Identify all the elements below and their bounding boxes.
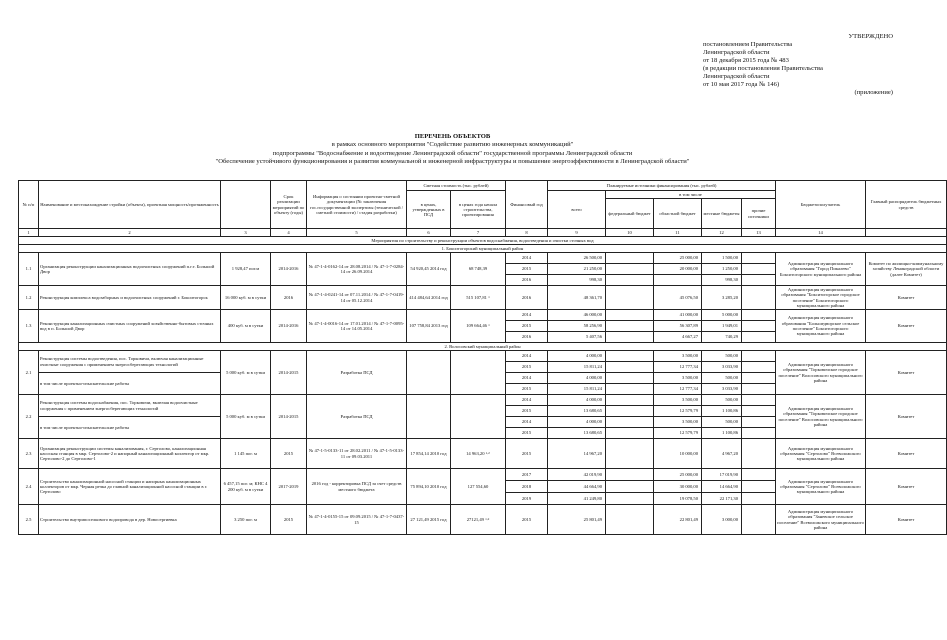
row-power: 5 000 куб. м в сутки (221, 351, 271, 395)
row-name: Строительство канализационной насосной станции и напорных канализационных коллекторов от мкр. Черная речка до главной канализационной насосной станции в г. Сертолово (39, 469, 221, 505)
row-power: 400 куб. м в сутки (221, 310, 271, 343)
row-local: 500,00 (702, 395, 742, 406)
document-subtitle: подпрограммы "Водоснабжение и водоотведение Ленинградской области" государственной программы Ленинградской области (272, 149, 633, 157)
row-year: 2015 (506, 264, 548, 275)
header-power (221, 181, 271, 229)
row-reg: 3 500,00 (654, 373, 702, 384)
row-manager: Комитет (866, 286, 947, 310)
footnote-mark: 1,2 (485, 450, 490, 455)
row-num: 1.1 (19, 253, 39, 286)
header-other: прочие источники (742, 199, 776, 229)
row-num: 2.2 (19, 395, 39, 439)
row-total: 998,30 (548, 275, 606, 286)
table-row (19, 351, 947, 362)
header-manager: Главный распорядитель бюджетных средств (866, 181, 947, 229)
col-number (866, 229, 947, 237)
row-local: 5 000,00 (702, 310, 742, 321)
row-year: 2014 (506, 395, 548, 406)
row-other (742, 332, 776, 343)
row-num: 2.1 (19, 351, 39, 395)
row-local: 998,30 (702, 275, 742, 286)
row-fed (606, 505, 654, 535)
header-numbers-row (19, 229, 947, 237)
row-total: 25 801,49 (548, 505, 606, 535)
row-fed (606, 428, 654, 439)
district-heading: 1. Бокситогорский муниципальный район (19, 245, 947, 253)
row-cost-psd: 75 894,10 2010 год (407, 469, 451, 505)
row-reg: 30 000,00 (654, 481, 702, 493)
row-subtitle: в том числе проектно-изыскательские работы (39, 417, 221, 439)
row-name: Реконструкция канализационных очистных сооружений хозяйственно-бытовых сточных вод в п. Большой Двор (39, 310, 221, 343)
row-docs: № 47-1-4-0155-15 от 09.09.2015 / № 47-1-7-0437-15 (307, 505, 407, 535)
row-reg: 22 801,49 (654, 505, 702, 535)
col-number: 10 (606, 229, 654, 237)
row-total: 13 680,65 (548, 406, 606, 417)
row-reg: 25 000,00 (654, 469, 702, 481)
row-reg: 3 500,00 (654, 395, 702, 406)
approval-line: постановлением Правительства (703, 41, 793, 48)
col-number: 7 (451, 229, 506, 237)
row-cost-start: 109 664,46 $^1$ (451, 310, 506, 343)
row-fed (606, 332, 654, 343)
row-other (742, 264, 776, 275)
col-number: 13 (742, 229, 776, 237)
row-term: 2014-2016 (271, 253, 307, 286)
row-local: 1 100,86 (702, 406, 742, 417)
row-total: 44 664,90 (548, 481, 606, 493)
section-heading: Мероприятия по строительству и реконструкции объектов водоснабжения, водоотведения и очистки сточных вод (19, 237, 947, 245)
row-year: 2016 (506, 332, 548, 343)
row-cost-psd: 107 758,84 2013 год (407, 310, 451, 343)
row-recipient: Администрация муниципального образования "Торковичское городское поселение" Волосовского муниципального района (776, 395, 866, 439)
table-row (19, 469, 947, 481)
row-reg: 10 000,00 (654, 439, 702, 469)
row-cost-start (451, 351, 506, 395)
row-local: 17 019,90 (702, 469, 742, 481)
row-subtitle: в том числе проектно-изыскательские работы (39, 373, 221, 395)
row-docs: № 47-1-4-0241-14 от 07.11.2014 / № 47-1-7-0419-14 от 05.12.2014 (307, 286, 407, 310)
objects-table (18, 180, 947, 535)
row-recipient: Администрация муниципального образования "Заневское сельское поселение" Всеволожского муниципального района (776, 505, 866, 535)
row-fed (606, 469, 654, 481)
row-fed (606, 481, 654, 493)
table-row (19, 286, 947, 310)
row-local: 1 500,00 (702, 253, 742, 264)
row-reg: 20 000,00 (654, 264, 702, 275)
row-reg: 12 777,34 (654, 384, 702, 395)
header-term: Срок реализации мероприятий по объекту (годы) (271, 181, 307, 229)
row-power: 1 145 пог. м (221, 439, 271, 469)
row-cost-psd (407, 351, 451, 395)
row-fed (606, 373, 654, 384)
row-num: 1.2 (19, 286, 39, 310)
row-reg: 12 579,79 (654, 406, 702, 417)
row-other (742, 395, 776, 406)
row-total: 4 000,00 (548, 417, 606, 428)
row-reg: 3 500,00 (654, 351, 702, 362)
header-sources: Планируемые источники финансирования (тыс. рублей) (548, 181, 776, 191)
row-recipient: Администрация муниципального образования "Большедворское сельское поселение" Бокситогорского муниципального района (776, 310, 866, 343)
row-manager: Комитет (866, 469, 947, 505)
table-row (19, 439, 947, 469)
row-name: Реконструкция системы водоотведения, пос. Торковичи, включая канализационные очистные сооружения с применением энергосберегающих технологий (39, 351, 221, 373)
document-title: ПЕРЕЧЕНЬ ОБЪЕКТОВ (414, 133, 491, 140)
footnote-mark: 1,2 (485, 516, 490, 521)
header-local: местные бюджеты (702, 199, 742, 229)
row-local: 3 033,90 (702, 384, 742, 395)
row-num: 2.4 (19, 469, 39, 505)
row-manager: Комитет (866, 439, 947, 469)
row-cost-start: 27121,49 $^{1,2}$ (451, 505, 506, 535)
row-cost-psd: 54 920,45 2014 год (407, 253, 451, 286)
row-docs: Разработка ПСД (307, 395, 407, 439)
approval-line: (в редакции постановления Правительства (703, 65, 823, 72)
row-power: 1 928,47 пог.м (221, 253, 271, 286)
row-total: 14 967,20 (548, 439, 606, 469)
document-titles (0, 133, 905, 167)
col-number: 8 (506, 229, 548, 237)
row-local: 3 033,90 (702, 362, 742, 373)
row-fed (606, 286, 654, 310)
row-reg: 12 579,79 (654, 428, 702, 439)
row-fed (606, 395, 654, 406)
row-recipient: Администрация муниципального образования "Сертолово" Всеволожского муниципального района (776, 469, 866, 505)
header-name: Наименование и местонахождение стройки (объекта), проектная мощность/протяженность (39, 181, 221, 229)
row-other (742, 253, 776, 264)
approval-line: Ленинградской области (703, 73, 770, 80)
header-num: № п/п (19, 181, 39, 229)
approval-line: Ленинградской области (703, 49, 770, 56)
row-cost-start: 68 748,39 (451, 253, 506, 286)
row-manager: Комитет (866, 505, 947, 535)
document-subtitle: "Обеспечение устойчивого функционирования и развития коммунальной и инженерной инфраструктуры и повышение энергоэффективности в Ленинградской области" (215, 158, 690, 166)
row-total: 46 000,00 (548, 310, 606, 321)
row-year: 2017 (506, 469, 548, 481)
col-number: 11 (654, 229, 702, 237)
row-num: 1.3 (19, 310, 39, 343)
row-recipient: Администрация муниципального образования "Бокситогорское городское поселение" Бокситогорского муниципального района (776, 286, 866, 310)
row-year: 2018 (506, 481, 548, 493)
row-other (742, 417, 776, 428)
header-reg: областной бюджет (654, 199, 702, 229)
row-recipient: Администрация муниципального образования "Торковичское городское поселение" Волосовского муниципального района (776, 351, 866, 395)
row-cost-start (451, 395, 506, 439)
header-cost-start: в ценах года начала строительства, проектирования (451, 191, 506, 229)
row-other (742, 362, 776, 373)
row-other (742, 439, 776, 469)
row-local: 14 664,90 (702, 481, 742, 493)
row-other (742, 428, 776, 439)
row-power: 16 000 куб. м в сутки (221, 286, 271, 310)
row-year: 2015 (506, 439, 548, 469)
row-power: 6 457,15 пог. м; КНС 4 200 куб. м в сутки (221, 469, 271, 505)
row-power: 3 250 пог. м (221, 505, 271, 535)
row-term: 2014-2015 (271, 351, 307, 395)
row-year: 2019 (506, 493, 548, 505)
table-row (19, 310, 947, 321)
approval-line: от 18 декабря 2015 года № 483 (703, 57, 789, 64)
row-reg (654, 275, 702, 286)
row-cost-start: 515 107,81 $^1$ (451, 286, 506, 310)
district-heading: 2. Волосовский муниципальный район (19, 343, 947, 351)
table-row (19, 505, 947, 535)
row-year: 2015 (506, 384, 548, 395)
col-number: 1 (19, 229, 39, 237)
row-other (742, 493, 776, 505)
row-local: 1 250,00 (702, 264, 742, 275)
col-number: 4 (271, 229, 307, 237)
col-number: 12 (702, 229, 742, 237)
footnote-mark: 1 (488, 323, 490, 328)
row-year: 2014 (506, 417, 548, 428)
row-power: 5 000 куб. м в сутки (221, 395, 271, 439)
header-incl: в том числе (606, 191, 776, 199)
row-local: 3 000,00 (702, 505, 742, 535)
row-local: 22 171,30 (702, 493, 742, 505)
col-number: 2 (39, 229, 221, 237)
row-other (742, 469, 776, 481)
row-year: 2015 (506, 362, 548, 373)
row-num: 2.3 (19, 439, 39, 469)
row-fed (606, 493, 654, 505)
row-year: 2016 (506, 275, 548, 286)
row-other (742, 310, 776, 321)
approval-title: УТВЕРЖДЕНО (848, 33, 893, 40)
header-docs: Информация о состоянии проектно-сметной документации (№ заключения гос.государственной экспертизы (технической / сметной стоимости) / стадия разработки) (307, 181, 407, 229)
row-term: 2015 (271, 505, 307, 535)
row-total: 4 000,00 (548, 351, 606, 362)
row-manager: Комитет по жилищно-коммунальному хозяйству Ленинградской области (далее Комитет) (866, 253, 947, 286)
approval-line: (приложение) (854, 89, 893, 96)
row-fed (606, 417, 654, 428)
row-docs: 2016 год - корректировка ПСД за счет средств местного бюджета (307, 469, 407, 505)
row-total: 58 256,90 (548, 321, 606, 332)
row-fed (606, 351, 654, 362)
row-total: 4 000,00 (548, 373, 606, 384)
row-total: 48 361,70 (548, 286, 606, 310)
row-manager: Комитет (866, 395, 947, 439)
row-cost-psd (407, 395, 451, 439)
row-reg: 25 000,00 (654, 253, 702, 264)
row-local: 1 949,01 (702, 321, 742, 332)
row-total: 15 811,24 (548, 362, 606, 373)
row-cost-psd: 414 484,64 2014 год (407, 286, 451, 310)
row-year: 2014 (506, 253, 548, 264)
row-recipient: Администрация муниципального образования "Город Пикалево" Бокситогорского муниципального района (776, 253, 866, 286)
row-total: 41 249,80 (548, 493, 606, 505)
row-fed (606, 310, 654, 321)
row-manager: Комитет (866, 310, 947, 343)
row-total: 15 811,24 (548, 384, 606, 395)
row-docs: № 47-1-4-0162-14 от 28.08.2014 / № 47-1-7-0284-14 от 26.09.2014 (307, 253, 407, 286)
row-fed (606, 321, 654, 332)
row-other (742, 481, 776, 493)
row-local: 1 100,86 (702, 428, 742, 439)
row-year: 2015 (506, 406, 548, 417)
row-local: 3 285,20 (702, 286, 742, 310)
col-number: 9 (548, 229, 606, 237)
row-docs: № 47-1-5-0133-11 от 28.02.2011 / № 47-1-5-0133-11 от 09.03.2011 (307, 439, 407, 469)
row-fed (606, 362, 654, 373)
table-row (19, 253, 947, 264)
row-other (742, 321, 776, 332)
row-fed (606, 384, 654, 395)
row-other (742, 351, 776, 362)
footnote-mark: 1 (488, 294, 490, 299)
row-term: 2017-2019 (271, 469, 307, 505)
row-manager: Комитет (866, 351, 947, 395)
col-number: 14 (776, 229, 866, 237)
row-local: 500,00 (702, 373, 742, 384)
row-fed (606, 264, 654, 275)
row-year: 2014 (506, 351, 548, 362)
row-name: Строительство внутрипоселкового водопровода в дер. Новосергиевка (39, 505, 221, 535)
row-other (742, 505, 776, 535)
row-other (742, 384, 776, 395)
row-other (742, 373, 776, 384)
header-year: Финансовый год (506, 181, 548, 229)
row-reg: 3 500,00 (654, 417, 702, 428)
header-fed: федеральный бюджет (606, 199, 654, 229)
row-local: 500,00 (702, 351, 742, 362)
row-docs: № 47-1-4-0016-14 от 17.01.2014 / № 47-1-7-0095-14 от 14.05.2014 (307, 310, 407, 343)
row-docs: Разработка ПСД (307, 351, 407, 395)
header-recipient: Бюджетополучатель (776, 181, 866, 229)
row-fed (606, 406, 654, 417)
row-local: 500,00 (702, 417, 742, 428)
col-number: 6 (407, 229, 451, 237)
row-total: 21 250,00 (548, 264, 606, 275)
row-cost-psd: 17 854,14 2010 год (407, 439, 451, 469)
header-cost-current: в ценах, утвержденных в ПСД (407, 191, 451, 229)
row-cost-psd: 27 121,49 2015 год (407, 505, 451, 535)
row-year: 2015 (506, 428, 548, 439)
row-name: Реконструкция комплекса водозаборных и водоочистных сооружений г. Бокситогорск (39, 286, 221, 310)
row-term: 2014-2016 (271, 310, 307, 343)
row-name: Организация реконструкции канализационных водоочистных сооружений п.г.т. Большой Двор (39, 253, 221, 286)
row-other (742, 275, 776, 286)
row-reg: 41 000,00 (654, 310, 702, 321)
approval-line: от 10 мая 2017 года № 146) (703, 81, 780, 88)
row-name: Организация реконструкции системы канализования, г. Сертолово, канализационная насосная станция в мкр. Сертолово-2 и напорный канализационный коллектор от мкр. Сертолово-2 до Сертолово-1 (39, 439, 221, 469)
row-cost-start: 14 963,20 $^{1,2}$ (451, 439, 506, 469)
row-fed (606, 253, 654, 264)
row-local: 4 967,20 (702, 439, 742, 469)
row-year: 2014 (506, 373, 548, 384)
row-other (742, 286, 776, 310)
row-cost-start: 127 554,60 (451, 469, 506, 505)
row-year: 2016 (506, 286, 548, 310)
row-term: 2014-2015 (271, 395, 307, 439)
row-term: 2016 (271, 286, 307, 310)
row-num: 2.5 (19, 505, 39, 535)
approval-block (703, 33, 893, 97)
row-reg: 45 076,50 (654, 286, 702, 310)
row-total: 4 000,00 (548, 395, 606, 406)
header-total: всего (548, 191, 606, 229)
document-subtitle: в рамках основного мероприятия "Содействие развитию инженерных коммуникаций" (331, 141, 574, 149)
row-reg: 56 307,89 (654, 321, 702, 332)
row-term: 2015 (271, 439, 307, 469)
row-reg: 12 777,34 (654, 362, 702, 373)
row-year: 2015 (506, 505, 548, 535)
row-year: 2014 (506, 310, 548, 321)
row-local: 740,29 (702, 332, 742, 343)
row-total: 13 680,65 (548, 428, 606, 439)
row-recipient: Администрация муниципального образования "Сертолово" Всеволожского муниципального района (776, 439, 866, 469)
row-other (742, 406, 776, 417)
table-row (19, 395, 947, 406)
row-reg: 19 078,50 (654, 493, 702, 505)
row-year: 2015 (506, 321, 548, 332)
header-cost: Сметная стоимость (тыс. рублей) (407, 181, 506, 191)
row-total: 26 500,00 (548, 253, 606, 264)
col-number: 5 (307, 229, 407, 237)
row-total: 42 019,90 (548, 469, 606, 481)
col-number: 3 (221, 229, 271, 237)
row-name: Реконструкция системы водоснабжения, пос. Торковичи, включая водоочистные сооружения с применением энергосберегающих технологий (39, 395, 221, 417)
row-total: 5 407,56 (548, 332, 606, 343)
row-reg: 4 667,27 (654, 332, 702, 343)
row-fed (606, 439, 654, 469)
row-fed (606, 275, 654, 286)
